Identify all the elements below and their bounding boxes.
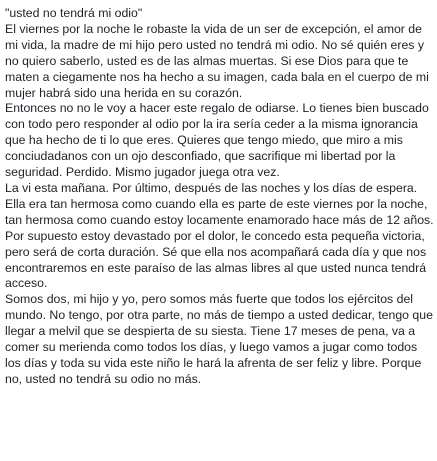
post-body bbox=[5, 6, 435, 388]
post-title: "usted no tendrá mi odio" bbox=[5, 6, 143, 20]
paragraph-2: Entonces no no le voy a hacer este regalo de odiarse. Lo tienes bien buscado con todo pero responder al odio por la ira sería ceder a la misma ignorancia que ha hecho de ti lo que eres. Quieres que tengo miedo, que miro a mis conciudadanos con un ojo desconfiado, que sacrifique mi libertad por la seguridad. Perdido. Mismo jugador juega otra vez. bbox=[5, 101, 429, 180]
paragraph-1: El viernes por la noche le robaste la vida de un ser de excepción, el amor de mi vida, la madre de mi hijo pero usted no tendrá mi odio. No sé quién eres y no quiero saberlo, usted es de las almas muertas. Si ese Dios para que te maten a ciegamente nos ha hecho a su imagen, cada bala en el cuerpo de mi mujer habrá sido una herida en su corazón. bbox=[5, 21, 429, 100]
bottom-fade bbox=[0, 457, 437, 461]
paragraph-4: Somos dos, mi hijo y yo, pero somos más fuerte que todos los ejércitos del mundo. No tengo, por otra parte, no más de tiempo a usted dedicar, tengo que llegar a melvil que se despierta de su siesta. Tiene 17 meses de pena, va a comer su merienda como todos los días, y luego vamos a jugar como todos los días y toda su vida este niño le hará la afrenta de ser feliz y libre. Porque no, usted no tendrá su odio no más. bbox=[5, 292, 433, 386]
paragraph-3: La vi esta mañana. Por último, después de las noches y los días de espera. Ella era tan hermosa como cuando ella es parte de este viernes por la noche, tan hermosa como cuando estoy locamente enamorado hace más de 12 años. Por supuesto estoy devastado por el dolor, le concedo esta pequeña victoria, pero será de corta duración. Sé que ella nos acompañará cada día y que nos encontraremos en este paraíso de las almas libres al que usted nunca tendrá acceso. bbox=[5, 180, 434, 291]
